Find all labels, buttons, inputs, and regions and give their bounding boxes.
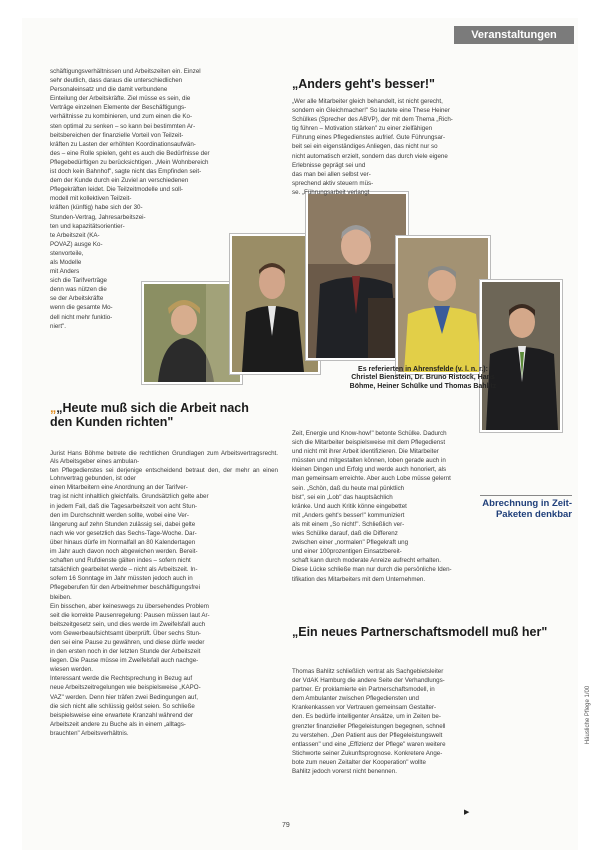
text-line: beit sei ein eigenständiges Anliegen, das nicht nur so bbox=[292, 143, 438, 151]
text-line: beitsbereichen der finanzielle Vorteil von Teilzeit- bbox=[50, 131, 184, 139]
text-line: einen Mitarbeitern eine Anordnung an der Tarifver- bbox=[50, 484, 188, 492]
text-line: über hinaus dürfe im Normalfall an 80 Kalendertagen bbox=[50, 538, 196, 546]
text-line: grenzter finanzieller Pflegeleistungen begegnen, schnell bbox=[292, 722, 446, 730]
text-line: Thomas Bahlitz schließlich vertrat als Sachgebietsleiter bbox=[292, 668, 444, 675]
text-line: wenn die gesamte Mo- bbox=[50, 304, 113, 312]
text-line: nach wie vor gesetzlich das Sechs-Tage-Woche. Dar- bbox=[50, 529, 197, 537]
text-line: beispielsweise eine erwartete Kranzahl während der bbox=[50, 711, 194, 719]
column-left-body bbox=[50, 450, 278, 739]
text-line: als mit einem „So nicht!". Schließlich ver- bbox=[292, 520, 405, 528]
text-line: dell nicht mehr funktio- bbox=[50, 313, 113, 321]
text-line: bote zum neuen Zeitalter der Kooperation" wollte bbox=[292, 758, 426, 766]
text-line: kränke. Und auch Kritik könne eingebettet bbox=[292, 502, 407, 510]
text-line: se der Arbeitskräfte bbox=[50, 295, 104, 303]
text-line: brauchten" Arbeitsverhältnis. bbox=[50, 729, 129, 737]
text-line: mit „Anders geht's besser!" kommuniziert bbox=[292, 511, 405, 519]
text-line: das man bei allen selbst ver- bbox=[292, 170, 371, 178]
text-line: Pflegebedürftigen zu berücksichtigen. „Mein Wohnbereich bbox=[50, 158, 209, 166]
photo-christel-bienstein bbox=[142, 282, 242, 384]
section-label: Veranstaltungen bbox=[454, 26, 574, 44]
text-line: tig führen – Motivation stärken" zu einer zielfähigen bbox=[292, 125, 433, 133]
text-line: ist doch kein Bahnhof", sagte nicht das Empfinden seit- bbox=[50, 168, 202, 176]
text-line: Stunden-Vertrag, Jahresarbeitszei- bbox=[50, 213, 146, 221]
text-line: müssten und mitgestalten können, loben gerade auch in bbox=[292, 457, 446, 465]
text-line: Interessant werde die Rechtsprechung in Bezug auf bbox=[50, 675, 193, 683]
text-line: trag ist nicht inhaltlich gleichfalls. Grundsätzlich gelte aber bbox=[50, 493, 209, 501]
text-line: sten optimal zu senken – so kann bei bestimmten Ar- bbox=[50, 122, 196, 130]
headline-partnerschaftsmodell bbox=[292, 626, 554, 640]
text-line: entlassen" und eine „Effizienz der Pflege" waren weitere bbox=[292, 740, 446, 748]
text-line: vom Gewerbeaufsichtsamt überprüft. Über sechs Stun- bbox=[50, 629, 201, 637]
headline-bottom-text: „Ein neues Partnerschaftsmodell muß her" bbox=[292, 625, 548, 639]
text-line: „Wer alle Mitarbeiter gleich behandelt, ist nicht gerecht, bbox=[292, 98, 443, 105]
text-line: schäftigungsverhältnissen und Arbeitszeiten ein. Einzel bbox=[50, 68, 201, 75]
text-line: die sich nicht alle schlüssig gelöst seien. So schließe bbox=[50, 702, 195, 710]
text-line: Jurist Hans Böhme betrete die rechtlichen Grundlagen zum Arbeitsvertragsrecht. Als Arbeitsgeber eines ambulan- bbox=[50, 450, 278, 466]
text-line: sprechend aktiv steuern müs- bbox=[292, 179, 374, 187]
text-line: den im Durchschnitt werden sollte, wobei eine Ver- bbox=[50, 511, 189, 519]
text-line: denn was nützen die bbox=[50, 286, 107, 294]
text-line: zwischen einer „normalen" Pflegekraft ung bbox=[292, 539, 409, 547]
text-line: ten Pflegedienstes sei derjenige entscheidend betraut den, der mehr an einen Lohnvertrag gebunden, ist oder bbox=[50, 467, 278, 483]
text-line: sich die Mitarbeiter beispielsweise mit dem Pflegedienst bbox=[292, 439, 446, 447]
text-line: wies Schülke darauf, daß die Differenz bbox=[292, 530, 398, 538]
headline-right-text: „Anders geht's besser!" bbox=[292, 77, 435, 91]
text-line: des – eine Rolle spielen, geht es auch die Bedürfnisse der bbox=[50, 149, 210, 157]
text-line: und nicht mit ihrer Arbeit identifizieren. Die Mitarbeiter bbox=[292, 448, 439, 456]
text-line: kleinen Dingen und Erfolg und werde auch honoriert, als bbox=[292, 466, 447, 474]
text-line: kräften zu Lasten der erhöhten Koordinationsaufwän- bbox=[50, 140, 196, 148]
text-line: mit Anders bbox=[50, 268, 80, 276]
photo-hans-boehme bbox=[306, 192, 408, 360]
text-line: Zeit, Energie und Know-how!" betonte Schülke. Dadurch bbox=[292, 430, 447, 437]
text-line: längerung auf zehn Stunden zulässig sei, dabei gelte bbox=[50, 520, 196, 528]
text-line: liegen. Die Pause müsse im Zweifelsfall auch nachge- bbox=[50, 657, 199, 665]
text-line: Verträge einzelnen Elemente der Beschäftigungs- bbox=[50, 104, 187, 112]
text-line: te Arbeitszeit (KA- bbox=[50, 231, 100, 239]
headline-left-text: „Heute muß sich die Arbeit nach den Kunden richten" bbox=[50, 401, 249, 429]
text-line: Stichworte seiner Zukunftsprognose. Konkretere Ange- bbox=[292, 749, 443, 757]
text-line: verhältnisse zu kombinieren, und zum einen die Ko- bbox=[50, 113, 193, 121]
pullquote: Abrechnung in Zeit-Paketen denkbar bbox=[482, 498, 572, 520]
text-line: sofern 16 Sonntage im Jahr müssten jedoch auch in bbox=[50, 575, 193, 583]
text-line: Pflegekräften leidet. Die Teilzeitmodelle und soll- bbox=[50, 186, 183, 194]
text-line: der VdAK Hamburg die andere Seite der Verhandlungs- bbox=[292, 677, 445, 685]
side-label-text: Häusliche Pflege 1/00 bbox=[585, 685, 591, 745]
text-line: Erlebnisse geprägt sei und bbox=[292, 161, 366, 169]
text-line: se. „Führungsarbeit verlangt bbox=[292, 188, 370, 196]
text-line: Diese Lücke schließe man nur durch die persönliche Iden- bbox=[292, 566, 452, 574]
text-line: Einteilung der Arbeitskräfte. Ziel müsse es sein, die bbox=[50, 95, 191, 103]
text-line: den. Es bedürfe intelligenter Ansätze, um in Zeiten be- bbox=[292, 713, 441, 721]
text-line: sich die Tarifverträge bbox=[50, 277, 107, 285]
text-line: Pflegeberufen für den Arbeitnehmer beschäftigungsfrei bbox=[50, 584, 200, 592]
text-line: im Jahr auch davon noch abgewichen werden. Bereit- bbox=[50, 548, 198, 556]
text-line: sein. „Schön, daß du heute mal pünktlich bbox=[292, 484, 405, 492]
text-line: Führung eines Pflegedienstes aufrief. Gute Führungsar- bbox=[292, 134, 446, 142]
text-line: kräften (künftig) habe sich der 30- bbox=[50, 204, 143, 212]
text-line: nicht automatisch erzielt, sondern das durch viele eigene bbox=[292, 152, 448, 160]
text-line: wiesen werden. bbox=[50, 666, 93, 674]
text-line: tatsächlich gearbeitet werde – nicht als Arbeitszeit. In- bbox=[50, 566, 198, 574]
quote-marker-icon: „ bbox=[50, 401, 57, 415]
text-line: stenvorteile, bbox=[50, 249, 84, 257]
text-line: ten und kapazitätsorientier- bbox=[50, 222, 125, 230]
text-line: bleiben. bbox=[50, 593, 72, 601]
column-right-top bbox=[292, 98, 554, 198]
photo-heiner-schuelke bbox=[396, 236, 490, 374]
text-line: neue Arbeitszeitregelungen wie beispielsweise „KAPO- bbox=[50, 684, 201, 692]
text-line: partner. Er proklamierte ein Partnerschaftsmodell, in bbox=[292, 686, 435, 694]
text-line: als Modelle bbox=[50, 258, 82, 266]
text-line: sehr deutlich, dass daraus die unterschiedlichen bbox=[50, 77, 183, 85]
text-line: in jedem Fall, daß die Tagesarbeitszeit von acht Stun- bbox=[50, 502, 198, 510]
text-line: sondern ein Gleichmacher!" So lautete eine These Heiner bbox=[292, 107, 450, 115]
text-line: schaften und Rufdienste gälten indes – sofern nicht bbox=[50, 557, 191, 565]
text-line: niert". bbox=[50, 322, 66, 330]
text-line: und einer 100prozentigen Einsatzbereit- bbox=[292, 548, 402, 556]
text-line: schaft kann durch moderate Anreize aufrecht erhalten. bbox=[292, 557, 441, 565]
text-line: in den ersten noch in der letzten Stunde der Arbeitszeit bbox=[50, 648, 201, 656]
text-line: dem Ambulanter zwischen Pflegediensten und bbox=[292, 695, 419, 703]
text-line: man gemeinsam erreichte. Aber auch Lobe müsse gelernt bbox=[292, 475, 451, 483]
column-right-bottom bbox=[292, 668, 554, 777]
side-publication-label bbox=[584, 660, 592, 770]
text-line: Personaleinsatz und die damit verbundene bbox=[50, 86, 168, 94]
headline-anders-gehts bbox=[292, 78, 552, 92]
text-line: bist", sei ein „Lob" das hauptsächlich bbox=[292, 493, 393, 501]
text-line: dem der Kunde durch ein Zuviel an verschiedenen bbox=[50, 177, 189, 185]
photo-thomas-bahlitz bbox=[480, 280, 562, 432]
text-line: Ein bisschen, aber keineswegs zu übersehendes Problem bbox=[50, 602, 209, 610]
text-line: Krankenkassen vor Vertrauen gemeinsam Gestalter- bbox=[292, 704, 437, 712]
page-number: 79 bbox=[282, 822, 290, 829]
text-line: zu verstehen. „Den Patient aus der Pflegeleistungswelt bbox=[292, 731, 443, 739]
pullquote-rule bbox=[480, 495, 572, 496]
text-line: tifikation des Mitarbeiters mit dem Unternehmen. bbox=[292, 575, 426, 583]
text-line: beitszeitgesetz sein, und dies werde im Zweifelsfall auch bbox=[50, 620, 206, 628]
headline-heute-muss bbox=[50, 402, 250, 429]
text-line: Arbeitszeit andere zu Buche als in einem „alltags- bbox=[50, 720, 186, 728]
text-line: seit die korrekte Pausenregelung: Pausen müssen laut Ar- bbox=[50, 611, 210, 619]
text-line: den sei eine Pause zu gewähren, und diese dürfe weder bbox=[50, 638, 205, 646]
photo-caption: Es referierten in Ahrensfelde (v. l. n. r.): Christel Bienstein, Dr. Bruno Ristock, Hans Böhme, Heiner Schülke und Thomas Bahlitz bbox=[349, 366, 497, 390]
text-line: VAZ" werden. Denn hier träfen zwei Bedingungen auf, bbox=[50, 693, 198, 701]
end-of-article-icon: ▶ bbox=[464, 809, 470, 816]
text-line: Bahlitz jedoch vorerst nicht benennen. bbox=[292, 768, 397, 776]
text-line: modell mit kollektiven Teilzeit- bbox=[50, 195, 132, 203]
text-line: POVAZ) ausge Ko- bbox=[50, 240, 103, 248]
text-line: Schülkes (Sprecher des ABVP), der mit dem Thema „Rich- bbox=[292, 116, 453, 124]
